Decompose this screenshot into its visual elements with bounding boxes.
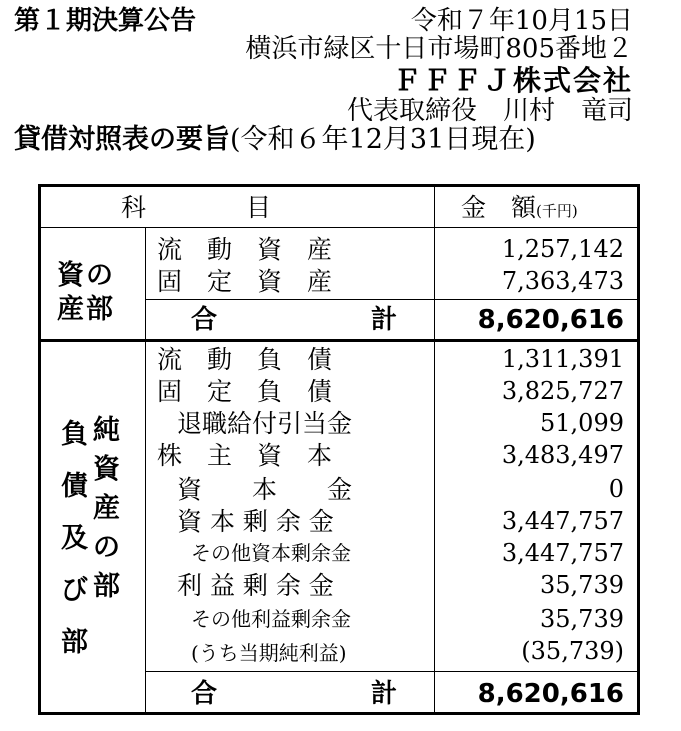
liabilities-section-label-right: 純資産の部 [93, 415, 120, 602]
equity-row-value: (35,739) [521, 637, 624, 665]
representative: 代表取締役 川村 竜司 [346, 96, 633, 126]
assets-total-line [145, 299, 637, 300]
subtitle-date: (令和６年12月31日現在) [230, 124, 536, 155]
equity-row-label: 利 益 剰 余 金 [177, 571, 334, 600]
assets-total-label-right: 計 [371, 305, 398, 335]
assets-row-value: 7,363,473 [501, 267, 624, 295]
liabilities-total-label-right: 計 [371, 679, 398, 709]
column-header-item: 科 目 [121, 193, 272, 222]
equity-row-value: 35,739 [540, 605, 624, 633]
liability-row-label: 流 動 負 債 [157, 345, 333, 374]
assets-row-label: 流 動 資 産 [157, 235, 333, 264]
assets-row-label: 固 定 資 産 [157, 267, 333, 296]
liabilities-total-label-left: 合 [191, 679, 218, 709]
company-name: ＦＦＦＪ株式会社 [392, 64, 633, 97]
liability-row-value: 1,311,391 [501, 345, 624, 373]
company-address: 横浜市緑区十日市場町805番地２ [245, 34, 633, 64]
subtitle-text: 貸借対照表の要旨 [14, 124, 230, 155]
assets-total-value: 8,620,616 [477, 305, 624, 335]
section-separator [41, 339, 637, 342]
balance-sheet-table [38, 184, 640, 715]
liability-row-value: 51,099 [540, 409, 624, 437]
equity-row-value: 3,447,757 [501, 539, 624, 567]
equity-row-label: 株 主 資 本 [157, 441, 333, 470]
notice-title: 第１期決算公告 [14, 6, 197, 36]
equity-row-label: その他利益剰余金 [191, 607, 351, 631]
liabilities-section-divider [145, 342, 146, 712]
equity-row-label: その他資本剰余金 [191, 541, 351, 565]
liabilities-total-line [145, 671, 637, 672]
amount-label: 金 額 [461, 193, 537, 222]
assets-section-divider [145, 227, 146, 339]
equity-row-label: 資 本 剰 余 金 [177, 507, 334, 536]
liabilities-section-label-left: 負債及び部 [61, 419, 88, 658]
liabilities-total-value: 8,620,616 [477, 679, 624, 709]
notice-date: 令和７年10月15日 [410, 6, 633, 36]
equity-row-value: 0 [608, 475, 624, 503]
header-row-line [41, 227, 637, 228]
equity-row-label: (うち当期純利益) [191, 641, 347, 665]
equity-row-value: 3,447,757 [501, 507, 624, 535]
balance-sheet-title [14, 126, 536, 153]
equity-row-value: 35,739 [540, 571, 624, 599]
assets-section-label: 資の産部 [57, 260, 115, 325]
unit-label: (千円) [536, 202, 578, 220]
liability-row-value: 3,825,727 [501, 377, 624, 405]
liability-row-label: 固 定 負 債 [157, 377, 333, 406]
assets-row-value: 1,257,142 [501, 235, 624, 263]
equity-row-label: 資 本 金 [177, 475, 353, 504]
liability-row-label: 退職給付引当金 [177, 409, 353, 438]
equity-row-value: 3,483,497 [501, 441, 624, 469]
column-header-amount [461, 195, 578, 220]
assets-total-label-left: 合 [191, 305, 218, 335]
